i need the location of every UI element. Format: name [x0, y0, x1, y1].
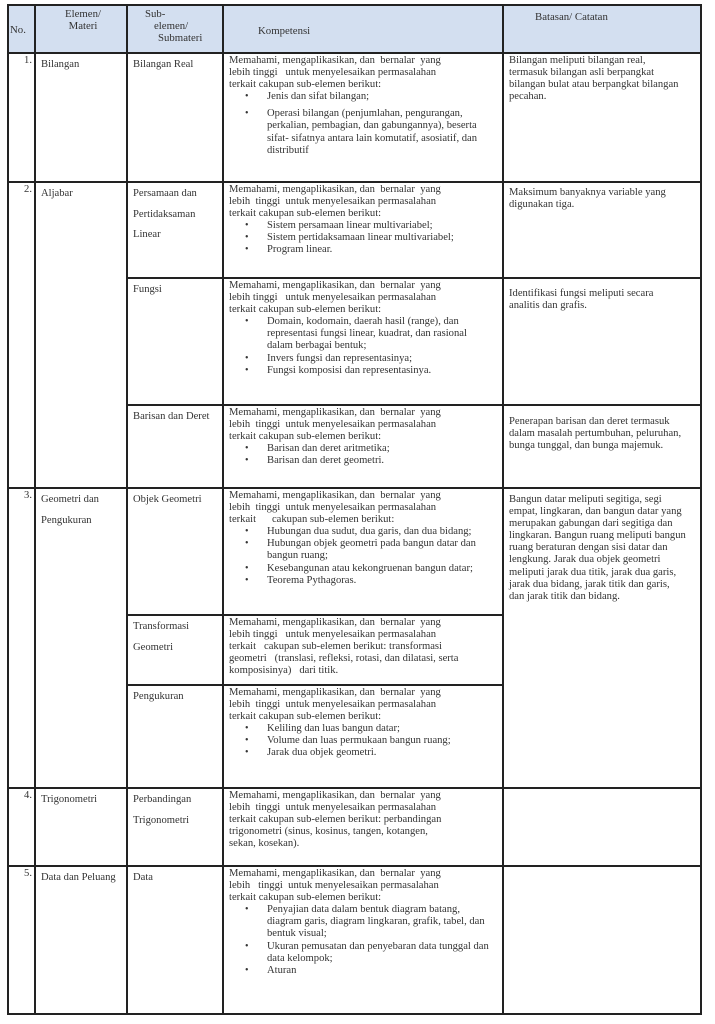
- kompetensi-bullet: • Program linear.: [229, 244, 498, 256]
- kompetensi-intro-line: Memahami, mengaplikasikan, dan bernalar yang: [229, 407, 441, 418]
- kompetensi-intro-line: trigonometri (sinus, kosinus, tangen, kotangen,: [229, 826, 428, 838]
- kompetensi-bullet-list: [229, 443, 498, 467]
- kompetensi-bullet: • Fungsi komposisi dan representasinya.: [229, 365, 498, 377]
- kompetensi-cell: [223, 405, 503, 488]
- kompetensi-intro-line: terkait cakupan sub-elemen berikut: transformasi: [229, 641, 442, 653]
- kompetensi-cell: [223, 53, 503, 182]
- kompetensi-bullet: • Keliling dan luas bangun datar;: [229, 723, 498, 735]
- kompetensi-bullet-list: [229, 904, 498, 977]
- subelemen-cell: Bilangan Real: [133, 59, 194, 70]
- kompetensi-bullet: • Volume dan luas permukaan bangun ruang;: [229, 735, 498, 747]
- kompetensi-bullet-list: [229, 220, 498, 256]
- kompetensi-intro-line: terkait cakupan sub-elemen berikut: perbandingan: [229, 814, 442, 826]
- kompetensi-intro-line: lebih tinggi untuk menyelesaikan permasalahan: [229, 67, 437, 79]
- header-kompetensi: Kompetensi: [258, 25, 311, 37]
- kompetensi-cell: [223, 685, 503, 788]
- kompetensi-intro-line: lebih tinggi untuk menyelesaikan permasalahan: [229, 196, 437, 208]
- kompetensi-intro-line: lebih tinggi untuk menyelesaikan permasalahan: [229, 699, 437, 711]
- kompetensi-bullet: • Ukuran pemusatan dan penyebaran data tunggal dan data kelompok;: [229, 941, 498, 965]
- batasan-cell: Bangun datar meliputi segitiga, segi empat, lingkaran, dan bangun datar yang merupakan gabungan dari segitiga dan lingkaran. Bangun ruang meliputi bangun ruang beraturan dengan sisi datar dan lengkung. Jarak dua objek geometri meliputi jarak dua titik, jarak dua garis, jarak dua bidang, jarak titik dan garis, dan jarak titik dan bidang.: [509, 494, 686, 602]
- kompetensi-intro-line: lebih tinggi untuk menyelesaikan permasalahan: [229, 629, 437, 641]
- kompetensi-intro-line: terkait cakupan sub-elemen berikut:: [229, 208, 382, 220]
- kompetensi-bullet: • Jarak dua objek geometri.: [229, 747, 498, 759]
- subelemen-cell: Fungsi: [133, 284, 162, 295]
- header-sub-line1: Sub-: [145, 8, 166, 20]
- kompetensi-intro-line: terkait cakupan sub-elemen berikut:: [229, 514, 395, 526]
- kompetensi-intro-line: terkait cakupan sub-elemen berikut:: [229, 892, 382, 904]
- elemen-cell: Aljabar: [41, 188, 73, 199]
- kompetensi-intro-line: lebih tinggi untuk menyelesaikan permasalahan: [229, 419, 437, 431]
- header-sub-line3: Submateri: [158, 32, 203, 44]
- kompetensi-intro-line: lebih tinggi untuk menyelesaikan permasalahan: [229, 880, 439, 892]
- kompetensi-intro-line: geometri (translasi, refleksi, rotasi, dan dilatasi, serta: [229, 653, 459, 665]
- kompetensi-bullet-list: [229, 526, 498, 586]
- kompetensi-bullet: • Hubungan dua sudut, dua garis, dan dua bidang;: [229, 526, 498, 538]
- kompetensi-intro-line: Memahami, mengaplikasikan, dan bernalar yang: [229, 184, 441, 195]
- batasan-cell: Identifikasi fungsi meliputi secara analitis dan grafis.: [509, 288, 654, 312]
- batasan-cell: Bilangan meliputi bilangan real, termasuk bilangan asli berpangkat bilangan bulat atau berpangkat bilangan pecahan.: [509, 55, 679, 103]
- kompetensi-intro-line: Memahami, mengaplikasikan, dan bernalar yang: [229, 490, 441, 501]
- kompetensi-intro-line: terkait cakupan sub-elemen berikut:: [229, 431, 382, 443]
- kompetensi-intro-line: terkait cakupan sub-elemen berikut:: [229, 711, 382, 723]
- elemen-cell: Trigonometri: [41, 794, 98, 805]
- kompetensi-intro-line: sekan, kosekan).: [229, 838, 300, 850]
- kompetensi-bullet: • Teorema Pythagoras.: [229, 575, 498, 587]
- row-number: 1.: [24, 55, 32, 66]
- elemen-cell: Geometri dan Pengukuran: [41, 494, 99, 526]
- kompetensi-bullet: • Hubungan objek geometri pada bangun datar dan bangun ruang;: [229, 538, 498, 562]
- row-number: 4.: [24, 790, 32, 801]
- row-number: 5.: [24, 868, 32, 879]
- kompetensi-intro-line: Memahami, mengaplikasikan, dan bernalar yang: [229, 55, 441, 66]
- batasan-cell: [503, 788, 700, 790]
- kompetensi-bullet: • Invers fungsi dan representasinya;: [229, 353, 498, 365]
- header-batasan: Batasan/ Catatan: [535, 11, 608, 23]
- kompetensi-bullet: • Penyajian data dalam bentuk diagram batang, diagram garis, diagram lingkaran, grafik, tabel, dan bentuk visual;: [229, 904, 498, 940]
- kompetensi-bullet: • Operasi bilangan (penjumlahan, pengurangan, perkalian, pembagian, dan gabungannya), beserta sifat- sifatnya antara lain komutatif, asosiatif, dan distributif: [229, 108, 498, 156]
- kompetensi-cell: [223, 488, 503, 615]
- kompetensi-cell: [223, 278, 503, 405]
- kompetensi-intro-line: Memahami, mengaplikasikan, dan bernalar yang: [229, 790, 441, 801]
- batasan-cell: [503, 866, 700, 868]
- header-sub-line2: elemen/: [154, 20, 189, 32]
- kompetensi-bullet-list: [229, 723, 498, 759]
- subelemen-cell: Objek Geometri: [133, 494, 202, 505]
- row-number: 2.: [24, 184, 32, 195]
- kompetensi-bullet: • Barisan dan deret geometri.: [229, 455, 498, 467]
- subelemen-cell: Pengukuran: [133, 691, 184, 702]
- header-elemen: [37, 8, 129, 32]
- row-number: 3.: [24, 490, 32, 501]
- kompetensi-intro-line: lebih tinggi untuk menyelesaikan permasalahan: [229, 802, 437, 814]
- subelemen-cell: Transformasi Geometri: [133, 621, 190, 653]
- kompetensi-intro-line: komposisinya) dari titik.: [229, 665, 339, 677]
- kompetensi-intro-line: terkait cakupan sub-elemen berikut:: [229, 79, 382, 91]
- kompetensi-intro-line: lebih tinggi untuk menyelesaikan permasalahan: [229, 502, 437, 514]
- kompetensi-intro-line: Memahami, mengaplikasikan, dan bernalar yang: [229, 280, 441, 291]
- kompetensi-bullet-list: [229, 316, 498, 376]
- kompetensi-bullet: • Sistem pertidaksamaan linear multivariabel;: [229, 232, 498, 244]
- kompetensi-bullet: • Sistem persamaan linear multivariabel;: [229, 220, 498, 232]
- kompetensi-cell: [223, 182, 503, 278]
- kompetensi-intro-line: Memahami, mengaplikasikan, dan bernalar yang: [229, 617, 441, 628]
- subelemen-cell: Data: [133, 872, 153, 883]
- kompetensi-cell: [223, 866, 503, 1013]
- kompetensi-bullet-list: [229, 91, 498, 156]
- subelemen-cell: Perbandingan Trigonometri: [133, 794, 192, 826]
- kompetensi-cell: [223, 615, 503, 685]
- header-no: No.: [10, 24, 26, 36]
- batasan-cell: Maksimum banyaknya variable yang digunakan tiga.: [509, 187, 666, 211]
- kompetensi-intro-line: terkait cakupan sub-elemen berikut:: [229, 304, 382, 316]
- subelemen-cell: Barisan dan Deret: [133, 411, 210, 422]
- subelemen-cell: Persamaan dan Pertidaksaman Linear: [133, 188, 197, 240]
- kompetensi-bullet: • Barisan dan deret aritmetika;: [229, 443, 498, 455]
- kompetensi-intro-line: Memahami, mengaplikasikan, dan bernalar yang: [229, 868, 441, 879]
- kompetensi-intro-line: Memahami, mengaplikasikan, dan bernalar yang: [229, 687, 441, 698]
- kompetensi-bullet: • Domain, kodomain, daerah hasil (range), dan representasi fungsi linear, kuadrat, dan rasional dalam berbagai bentuk;: [229, 316, 498, 352]
- header-elemen-line2: Materi: [68, 20, 98, 32]
- kompetensi-cell: [223, 788, 503, 866]
- kompetensi-bullet: • Aturan: [229, 965, 498, 977]
- elemen-cell: Data dan Peluang: [41, 872, 116, 883]
- batasan-cell: Penerapan barisan dan deret termasuk dalam masalah pertumbuhan, peluruhan, bunga tunggal, dan bunga majemuk.: [509, 416, 682, 452]
- kompetensi-bullet: • Jenis dan sifat bilangan;: [229, 91, 498, 103]
- header-elemen-line1: Elemen/: [65, 8, 101, 20]
- kompetensi-intro-line: lebih tinggi untuk menyelesaikan permasalahan: [229, 292, 437, 304]
- header-subelemen: [145, 8, 202, 44]
- elemen-cell: Bilangan: [41, 59, 80, 70]
- curriculum-table: [7, 4, 702, 1015]
- kompetensi-bullet: • Kesebangunan atau kekongruenan bangun datar;: [229, 563, 498, 575]
